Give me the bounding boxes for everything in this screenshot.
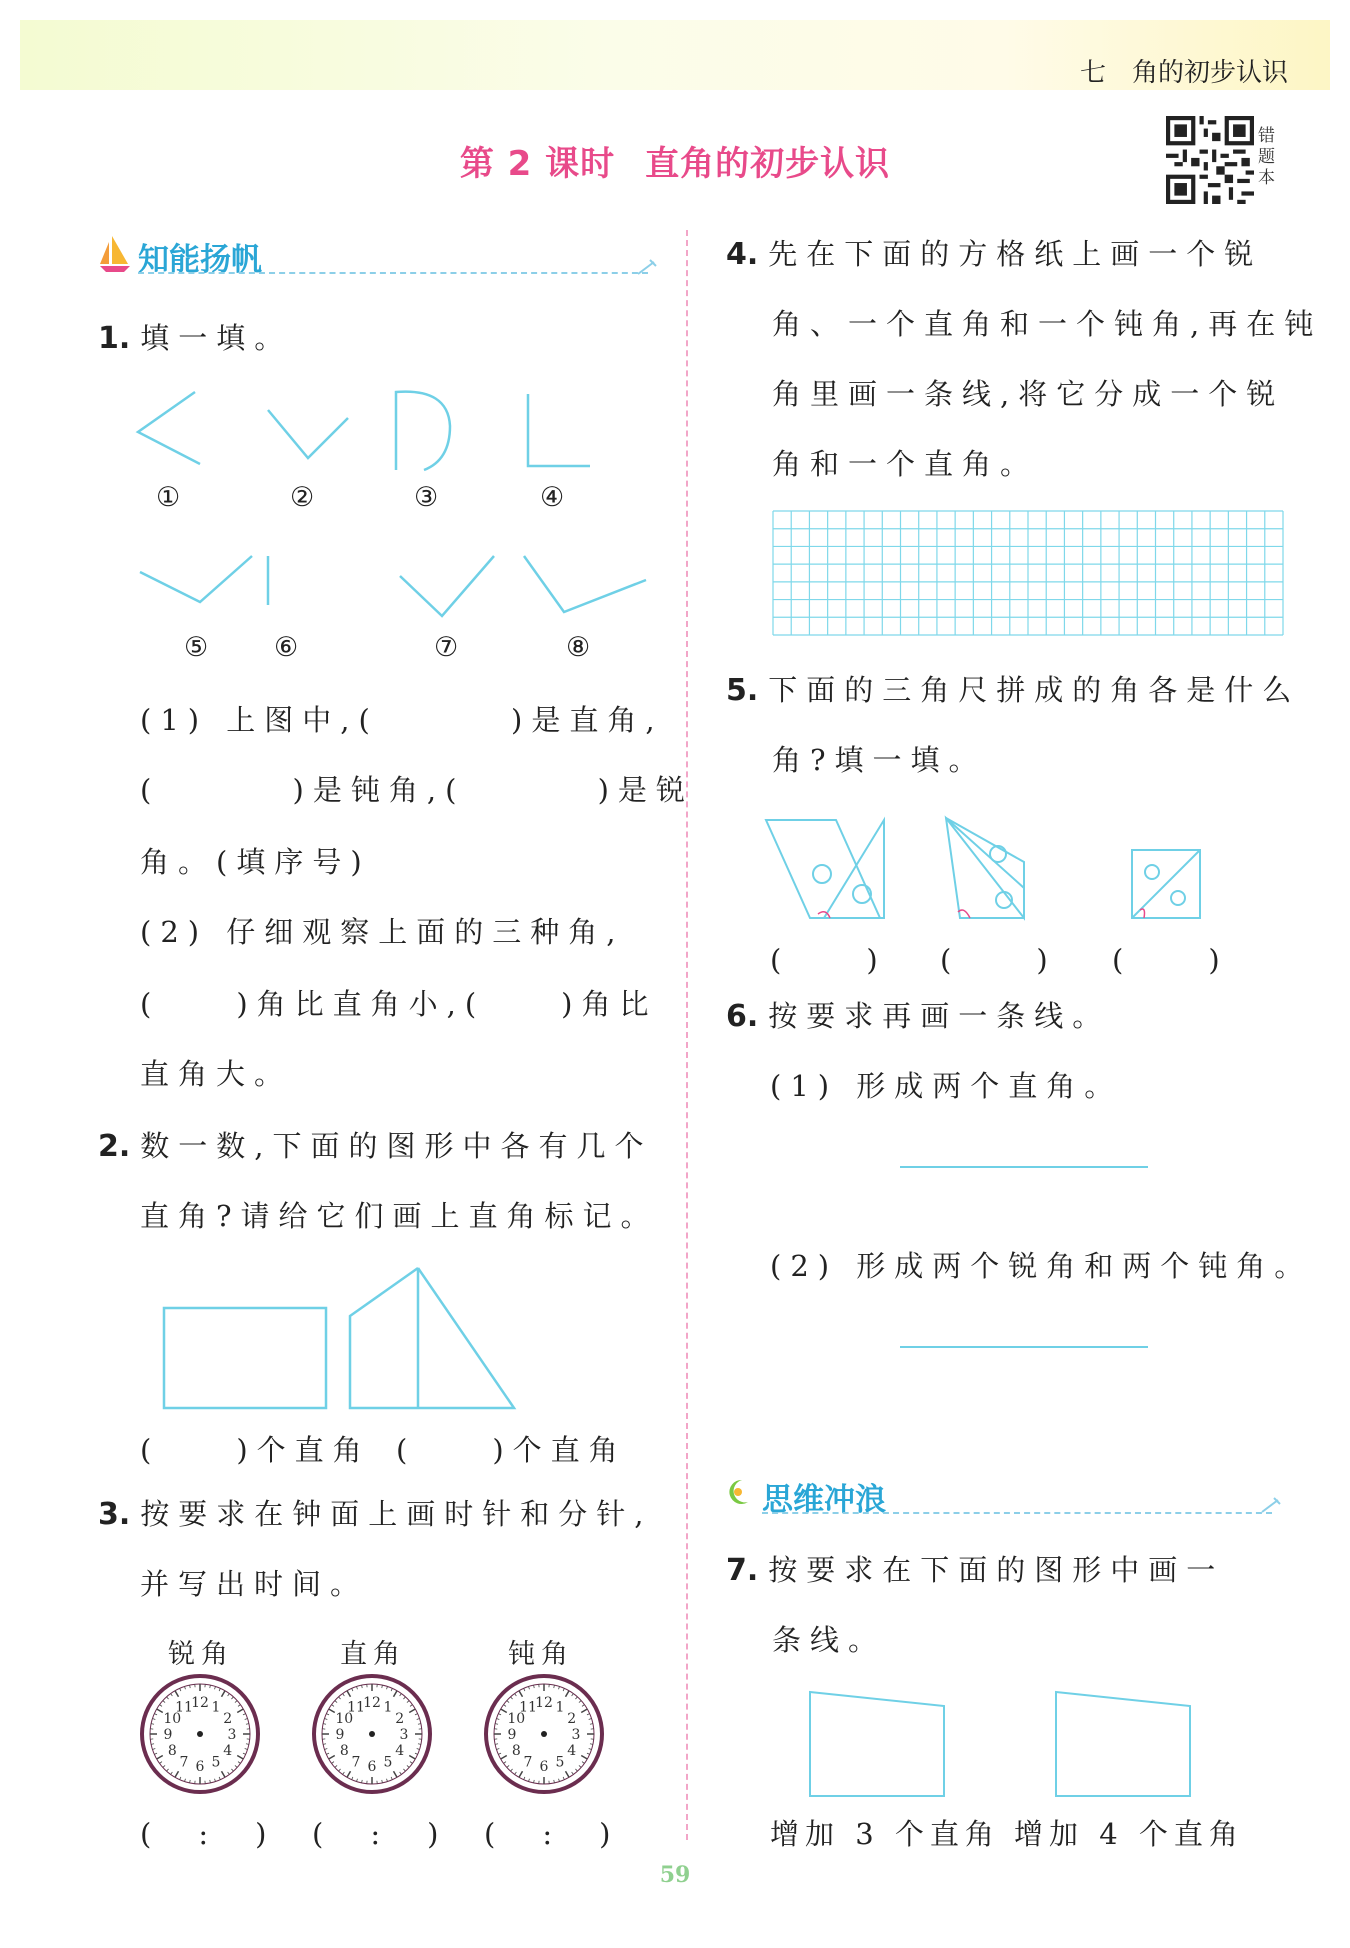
clock-number: 10: [163, 1711, 182, 1727]
clock-number: 3: [571, 1727, 581, 1743]
angle-1: [138, 392, 200, 464]
q7-figures[interactable]: [800, 1682, 1200, 1802]
angle-3: [396, 392, 450, 470]
q2-figures: [150, 1260, 600, 1420]
angle-7: [400, 556, 494, 616]
clock-answer-1: ( : ): [140, 1817, 276, 1851]
clock-label-obtuse: 钝角: [508, 1639, 574, 1670]
lesson-title: [0, 136, 1350, 185]
clock-number: 11: [519, 1699, 537, 1716]
clock-number: 8: [339, 1743, 349, 1759]
clock-number: 9: [163, 1727, 173, 1743]
q6-part2: (2) 形成两个锐角和两个钝角。: [770, 1249, 1313, 1283]
grid-paper[interactable]: [772, 510, 1284, 636]
clock-number: 2: [567, 1711, 577, 1727]
clock-face[interactable]: [314, 1676, 430, 1792]
q4-line1: 4. 先在下面的方格纸上画一个锐: [726, 237, 1263, 272]
angle-4: [528, 394, 590, 466]
clock-number: 1: [383, 1699, 393, 1716]
clock-number: 8: [511, 1743, 521, 1759]
q1-part1-line3: 角。(填序号): [140, 845, 371, 879]
q2-answer-2: ( )个直角: [396, 1433, 627, 1467]
angle-8: [524, 556, 646, 612]
angle-2: [268, 410, 348, 458]
clock-number: 6: [195, 1759, 205, 1775]
chapter-title: 七 角的初步认识: [1079, 58, 1288, 88]
clock-number: 3: [227, 1727, 237, 1743]
clock-number: 2: [223, 1711, 233, 1727]
clock-answer-3: ( : ): [484, 1817, 620, 1851]
clock-faces[interactable]: [130, 1670, 630, 1800]
clock-number: 11: [347, 1699, 365, 1716]
q6-line-1[interactable]: [900, 1164, 1150, 1170]
clock-number: 10: [507, 1711, 526, 1727]
clock-number: 12: [191, 1695, 209, 1711]
sailboat-icon: [98, 234, 132, 274]
angle-label-6: ⑥: [274, 632, 299, 663]
clock-number: 5: [383, 1754, 393, 1771]
wave-icon: [722, 1476, 752, 1508]
q4-line3: 角里画一条线,将它分成一个锐: [772, 377, 1285, 411]
clock-number: 2: [395, 1711, 405, 1727]
clock-number: 7: [523, 1754, 533, 1771]
clock-face[interactable]: [486, 1676, 602, 1792]
q6-stem: 6. 按要求再画一条线。: [726, 999, 1111, 1034]
clock-answer-2: ( : ): [312, 1817, 448, 1851]
clock-center-dot: [541, 1731, 547, 1737]
qr-label: 错 题 本: [1258, 126, 1275, 188]
angle-label-1: ①: [156, 482, 181, 513]
q7-line2: 条线。: [772, 1623, 887, 1657]
clock-number: 5: [211, 1754, 221, 1771]
clock-number: 7: [351, 1754, 361, 1771]
clock-label-right: 直角: [340, 1639, 406, 1670]
section-underline: [138, 272, 648, 274]
q5-line1: 5. 下面的三角尺拼成的角各是什么: [726, 673, 1301, 708]
pencil-icon-2: [1260, 1496, 1282, 1514]
q5-blank-3: ( ): [1112, 943, 1229, 977]
q1-angle-figures: [120, 380, 680, 640]
q2-stem-line1: 2. 数一数,下面的图形中各有几个: [98, 1129, 653, 1164]
page-number: 59: [659, 1862, 691, 1888]
angle-label-8: ⑧: [566, 632, 591, 663]
q7-label-2: 增加 4 个直角: [1014, 1817, 1244, 1851]
quadrilateral-1: [810, 1692, 944, 1796]
q2-stem-line2: 直角?请给它们画上直角标记。: [140, 1199, 659, 1233]
clock-number: 9: [335, 1727, 345, 1743]
clock-number: 9: [507, 1727, 517, 1743]
angle-label-4: ④: [540, 482, 565, 513]
lesson-name: 直角的初步认识: [645, 144, 891, 184]
q2-answer-1: ( )个直角: [140, 1433, 371, 1467]
q6-line-2[interactable]: [900, 1344, 1150, 1350]
clock-number: 12: [363, 1695, 381, 1711]
q4-line2: 角、一个直角和一个钝角,再在钝: [772, 307, 1323, 341]
angle-label-7: ⑦: [434, 632, 459, 663]
clock-number: 11: [175, 1699, 193, 1716]
q5-blank-1: ( ): [770, 943, 887, 977]
lesson-number: 第 2 课时: [459, 144, 616, 184]
q7-line1: 7. 按要求在下面的图形中画一: [726, 1553, 1225, 1588]
q5-blank-2: ( ): [940, 943, 1057, 977]
clock-center-dot: [197, 1731, 203, 1737]
clock-label-acute: 锐角: [168, 1639, 234, 1670]
q1-part2-line1: (2) 仔细观察上面的三种角,: [140, 915, 625, 949]
clock-number: 3: [399, 1727, 409, 1743]
angle-label-2: ②: [290, 482, 315, 513]
pencil-icon: [636, 258, 658, 276]
clock-number: 1: [555, 1699, 565, 1716]
qr-code-icon[interactable]: [1166, 116, 1254, 204]
q1-part1-line2: ( )是钝角,( )是锐: [140, 773, 694, 807]
clock-number: 6: [367, 1759, 377, 1775]
angle-label-5: ⑤: [184, 632, 209, 663]
q6-part1: (1) 形成两个直角。: [770, 1069, 1123, 1103]
q5-line2: 角?填一填。: [772, 743, 987, 777]
q3-stem-line2: 并写出时间。: [140, 1567, 369, 1601]
clock-number: 7: [179, 1754, 189, 1771]
rectangle-shape: [164, 1308, 326, 1408]
section-title-basic: 知能扬帆: [138, 242, 262, 278]
angle-5: [140, 556, 252, 602]
pentagon-shape: [418, 1268, 514, 1408]
column-divider: [686, 230, 688, 1840]
q1-part2-line3: 直角大。: [140, 1057, 293, 1091]
quadrilateral-2: [1056, 1692, 1190, 1796]
angle-label-3: ③: [414, 482, 439, 513]
clock-number: 4: [223, 1743, 233, 1759]
clock-number: 8: [167, 1743, 177, 1759]
clock-number: 12: [535, 1695, 553, 1711]
clock-number: 4: [567, 1743, 577, 1759]
clock-number: 4: [395, 1743, 405, 1759]
clock-number: 5: [555, 1754, 565, 1771]
section-title-advanced: 思维冲浪: [762, 1482, 886, 1518]
clock-number: 10: [335, 1711, 354, 1727]
clock-center-dot: [369, 1731, 375, 1737]
clock-number: 6: [539, 1759, 549, 1775]
q3-stem-line1: 3. 按要求在钟面上画时针和分针,: [98, 1497, 653, 1532]
q1-stem: 1. 填一填。: [98, 321, 293, 356]
q1-part2-line2: ( )角比直角小,( )角比: [140, 987, 658, 1021]
q1-part1-line1: (1) 上图中,( )是直角,: [140, 703, 664, 737]
q7-label-1: 增加 3 个直角: [770, 1817, 1000, 1851]
set-square-figures: [760, 808, 1220, 928]
clock-face[interactable]: [142, 1676, 258, 1792]
section-underline-2: [762, 1512, 1272, 1514]
q4-line4: 角和一个直角。: [772, 447, 1039, 481]
clock-number: 1: [211, 1699, 221, 1716]
